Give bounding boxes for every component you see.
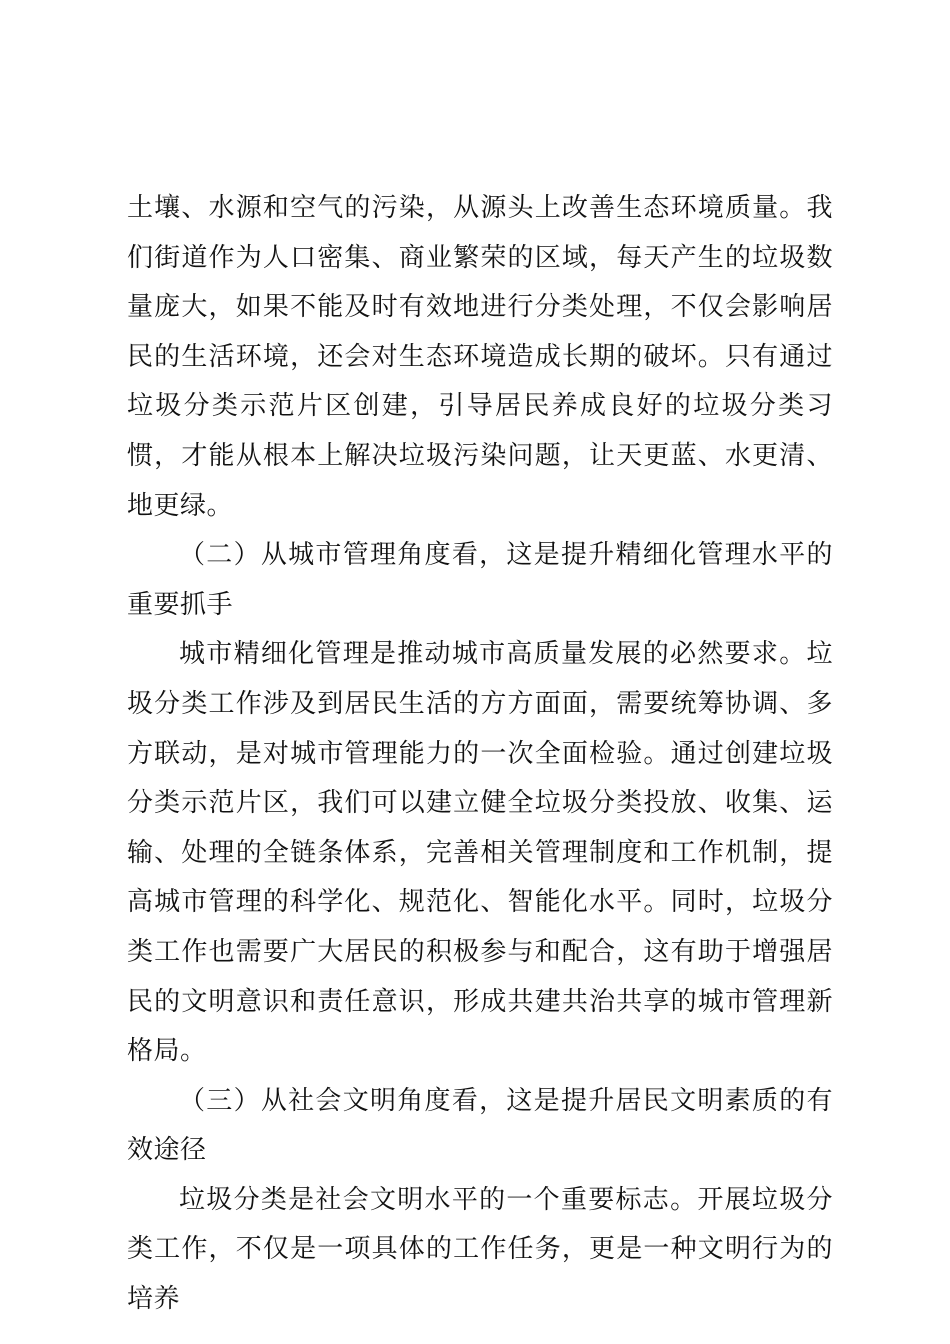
paragraph-city-management: 城市精细化管理是推动城市高质量发展的必然要求。垃圾分类工作涉及到居民生活的方方面面，需要统筹协调、多方联动，是对城市管理能力的一次全面检验。通过创建垃圾分类示范片区，我们可以建立健全垃圾分类投放、收集、运输、处理的全链条体系，完善相关管理制度和工作机制，提高城市管理的科学化、规范化、智能化水平。同时，垃圾分类工作也需要广大居民的积极参与和配合，这有助于增强居民的文明意识和责任意识，形成共建共治共享的城市管理新格局。 bbox=[127, 639, 833, 1067]
section-heading-3: （三）从社会文明角度看，这是提升居民文明素质的有效途径 bbox=[127, 1085, 833, 1166]
section-heading-2: （二）从城市管理角度看，这是提升精细化管理水平的重要抓手 bbox=[127, 540, 833, 620]
paragraph-continued: 土壤、水源和空气的污染，从源头上改善生态环境质量。我们街道作为人口密集、商业繁荣的区域，每天产生的垃圾数量庞大，如果不能及时有效地进行分类处理，不仅会影响居民的生活环境，还会对生态环境造成长期的破坏。只有通过垃圾分类示范片区创建，引导居民养成良好的垃圾分类习惯，才能从根本上解决垃圾污染问题，让天更蓝、水更清、地更绿。 bbox=[127, 193, 833, 521]
paragraph-social-civilization: 垃圾分类是社会文明水平的一个重要标志。开展垃圾分类工作，不仅是一项具体的工作任务，更是一种文明行为的培养 bbox=[127, 1184, 833, 1315]
document-body bbox=[127, 184, 833, 1325]
